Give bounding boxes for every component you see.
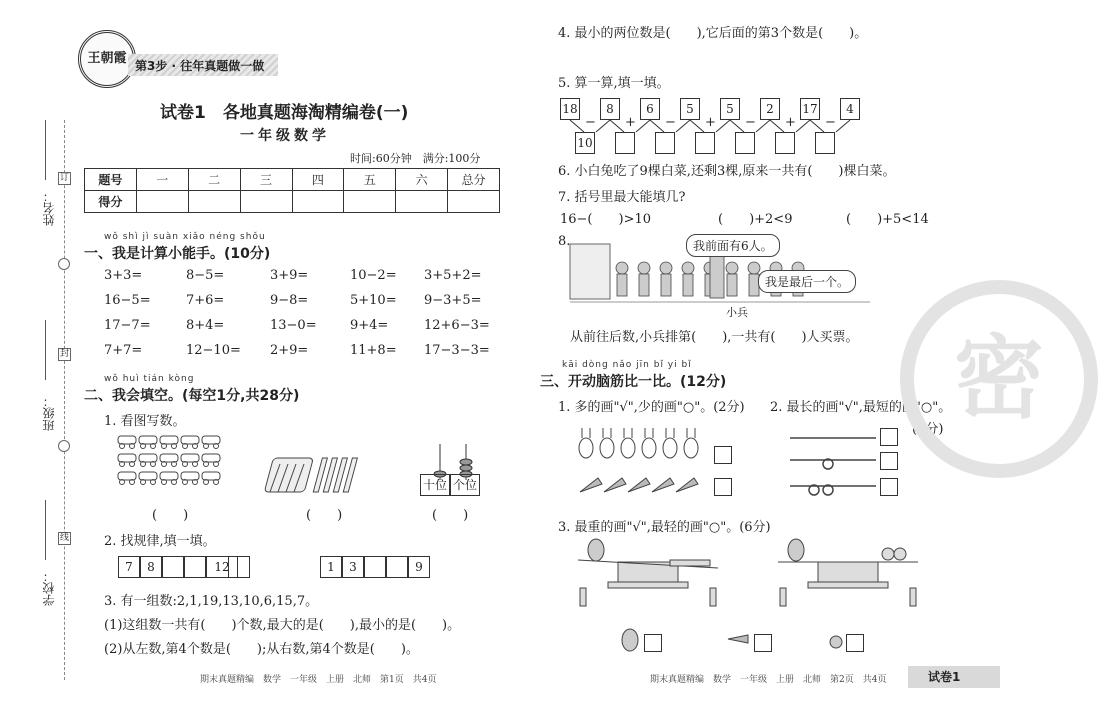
chain-top-cell: 5 [720,98,740,120]
sequence-cell[interactable] [228,556,250,578]
binding-line [64,120,65,680]
calc-problem[interactable]: 3+5+2= [424,268,482,283]
chain-link [636,120,650,132]
score-cell[interactable] [292,191,344,213]
s3q2-points: (4分) [912,422,944,437]
chain-top-cell: 4 [840,98,860,120]
rabbits-carrots-picture [576,426,706,498]
calc-problem[interactable]: 7+7= [104,343,143,358]
chain-operator: − [665,115,676,130]
q8-text: 从前往后数,小兵排第( ),一共有( )人买票。 [570,330,859,345]
ropes-picture [788,430,878,500]
school-label: 学校： [42,570,56,606]
school-blank[interactable] [45,500,46,560]
pineapple-icon [618,620,642,652]
answer-box[interactable] [880,428,898,446]
q6-text: 6. 小白兔吃了9棵白菜,还剩3棵,原来一共有( )棵白菜。 [558,164,896,179]
table-cell: 四 [292,169,344,191]
speech-bubble: 我是最后一个。 [758,270,856,293]
paper-title: 试卷1 各地真题海淘精编卷(一) [160,103,409,123]
q3-text: 3. 有一组数:2,1,19,13,10,6,15,7。 [104,594,319,609]
paper-tag: 试卷1 [908,666,1000,688]
carrot-icon [726,632,752,646]
answer-box[interactable] [846,634,864,652]
section2-heading: 二、我会填空。(每空1分,共28分) [84,388,300,404]
sequence-cell: 1 [320,556,342,578]
chain-operator: + [705,115,716,130]
name-label: 姓名： [42,190,56,226]
score-table-header-row [85,169,500,191]
sequence-cell[interactable] [162,556,184,578]
table-cell: 一 [136,169,188,191]
calc-problem[interactable]: 7+6= [186,293,225,308]
abacus-tens-label: 十位 [420,474,450,496]
table-cell: 总分 [448,169,500,191]
sequence-cell: 12 [206,556,238,578]
answer-box[interactable] [714,478,732,496]
q7-item[interactable]: ( )+5<14 [846,212,929,227]
binding-hole [58,440,70,452]
sticks-picture [270,452,375,497]
watermark-seal: 密 [900,280,1098,478]
class-blank[interactable] [45,320,46,380]
q1-text: 1. 看图写数。 [104,414,186,429]
chain-operator: + [625,115,636,130]
calc-problem[interactable]: 17−7= [104,318,151,333]
chain-link [650,120,664,132]
seal-mark: 封 [59,349,69,359]
score-cell[interactable] [344,191,396,213]
calc-problem[interactable]: 9−3+5= [424,293,482,308]
q3b-text: (2)从左数,第4个数是( );从右数,第4个数是( )。 [104,642,419,657]
s3q1-text: 1. 多的画"√",少的画"○"。(2分) [558,400,745,415]
chain-link [796,120,810,132]
score-table [84,168,500,213]
s3q3-text: 3. 最重的画"√",最轻的画"○"。(6分) [558,520,771,535]
score-cell[interactable] [240,191,292,213]
calc-problem[interactable]: 12+6−3= [424,318,490,333]
score-table-score-row [85,191,500,213]
table-cell: 三 [240,169,292,191]
table-cell: 六 [396,169,448,191]
chain-link [810,120,824,132]
class-label: 班级： [42,395,56,431]
speech-bubble: 我前面有6人。 [686,234,780,257]
left-page [0,0,500,708]
calc-problem[interactable]: 9+4= [350,318,389,333]
score-cell[interactable] [136,191,188,213]
section3-pinyin: kāi dòng nǎo jīn bǐ yi bǐ [562,360,692,370]
q7-item[interactable]: ( )+2<9 [718,212,793,227]
q5-text: 5. 算一算,填一填。 [558,76,670,91]
step-label: 第3步 · 往年真题做一做 [135,59,265,73]
answer-box[interactable] [644,634,662,652]
table-cell: 题号 [85,169,137,191]
calc-problem[interactable]: 12−10= [186,343,241,358]
answer-box[interactable] [880,478,898,496]
score-cell[interactable] [448,191,500,213]
chain-link [676,120,690,132]
chain-result-cell: 10 [575,132,595,154]
chain-top-cell: 8 [600,98,620,120]
q2-text: 2. 找规律,填一填。 [104,534,216,549]
chain-link [836,120,850,132]
chain-top-cell: 18 [560,98,580,120]
chain-top-cell: 6 [640,98,660,120]
sequence-cell[interactable] [184,556,206,578]
chain-link [756,120,770,132]
score-cell[interactable] [396,191,448,213]
section2-pinyin: wǒ huì tián kòng [104,374,195,384]
sequence-cell: 7 [118,556,140,578]
answer-blank[interactable]: ( ) [432,508,469,523]
chain-operator: + [785,115,796,130]
table-cell: 五 [344,169,396,191]
chain-operator: − [745,115,756,130]
score-cell[interactable] [188,191,240,213]
q7-item[interactable]: 16−( )>10 [560,212,652,227]
table-cell: 二 [188,169,240,191]
answer-box[interactable] [714,446,732,464]
sequence-cell: 3 [342,556,364,578]
paper-subtitle: 一年级数学 [240,128,330,144]
q4-text: 4. 最小的两位数是( ),它后面的第3个数是( )。 [558,26,868,41]
time-info: 时间:60分钟 满分:100分 [350,152,481,165]
calc-problem[interactable]: 11+8= [350,343,397,358]
calc-problem[interactable]: 8+4= [186,318,225,333]
name-blank[interactable] [45,120,46,180]
q8-number: 8. [558,234,571,249]
calc-problem[interactable]: 3+9= [270,268,309,283]
footer-left: 期末真题精编 数学 一年级 上册 北师 第1页 共4页 [200,675,437,685]
chain-link [596,120,610,132]
answer-blank[interactable]: ( ) [152,508,189,523]
section1-pinyin: wǒ shì jì suàn xiǎo néng shǒu [104,232,266,242]
calc-problem[interactable]: 2+9= [270,343,309,358]
q7-text: 7. 括号里最大能填几? [558,190,686,205]
sequence-cell: 8 [140,556,162,578]
calc-problem[interactable]: 17−3−3= [424,343,490,358]
chain-top-cell: 17 [800,98,820,120]
q3a-text: (1)这组数一共有( )个数,最大的是( ),最小的是( )。 [104,618,461,633]
chain-link [690,120,704,132]
answer-blank[interactable]: ( ) [306,508,343,523]
chain-link [770,120,784,132]
seal-mark: 订 [59,173,69,183]
cars-picture [118,432,228,492]
calc-problem[interactable]: 16−5= [104,293,151,308]
calc-problem[interactable]: 5+10= [350,293,397,308]
sequence-cell: 9 [408,556,430,578]
s3q2-text: 2. 最长的画"√",最短的画"○"。 [770,400,952,415]
tomato-icon [828,634,844,650]
table-cell: 得分 [85,191,137,213]
chain-link [610,120,624,132]
sequence-cell[interactable] [386,556,408,578]
calc-problem[interactable]: 8−5= [186,268,225,283]
chain-link [716,120,730,132]
answer-box[interactable] [880,452,898,470]
chain-top-cell: 5 [680,98,700,120]
section1-heading: 一、我是计算小能手。(10分) [84,246,271,262]
scale-picture-1 [578,538,718,608]
answer-box[interactable] [754,634,772,652]
sequence-cell[interactable] [364,556,386,578]
binding-hole [58,258,70,270]
chain-top-cell: 2 [760,98,780,120]
footer-right: 期末真题精编 数学 一年级 上册 北师 第2页 共4页 [650,675,887,685]
calc-chain-lines [500,0,1000,160]
chain-link [730,120,744,132]
chain-link [570,120,584,132]
chain-operator: − [825,115,836,130]
seal-mark: 线 [59,533,69,543]
calc-problem[interactable]: 10−2= [350,268,397,283]
calc-problem[interactable]: 3+3= [104,268,143,283]
calc-problem[interactable]: 9−8= [270,293,309,308]
chain-operator: − [585,115,596,130]
section3-heading: 三、开动脑筋比一比。(12分) [540,374,727,390]
brand-badge: 王朝霞 [78,30,136,88]
calc-problem[interactable]: 13−0= [270,318,317,333]
scale-picture-2 [778,538,918,608]
abacus-ones-label: 个位 [450,474,480,496]
xiaobing-label: 小兵 [726,306,748,319]
